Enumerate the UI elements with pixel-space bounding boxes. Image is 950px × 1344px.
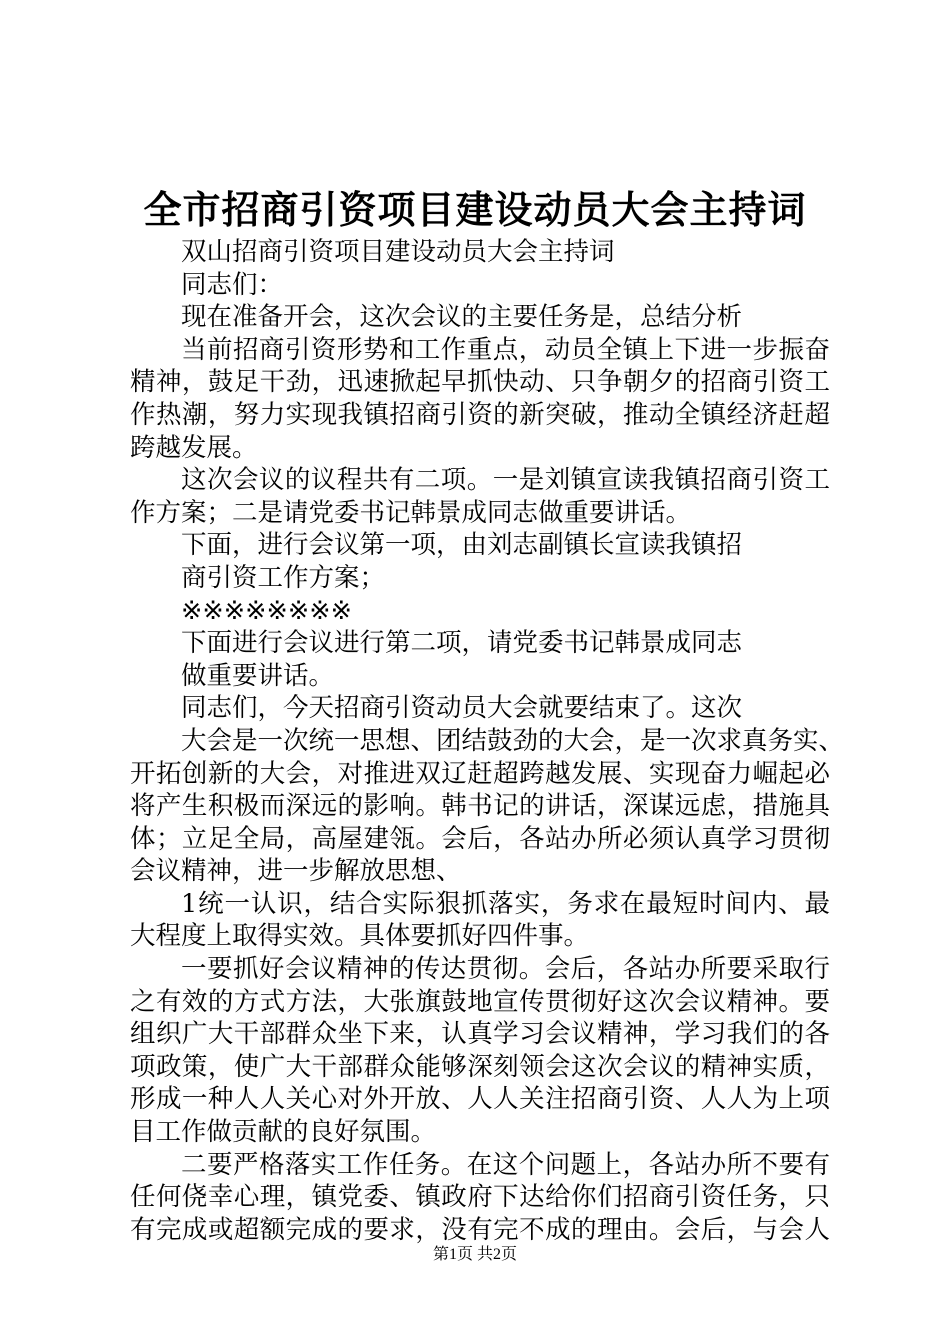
text-line: 开拓创新的大会，对推进双辽赶超跨越发展、实现奋力崛起必 bbox=[130, 758, 830, 789]
text-line: 1统一认识，结合实际狠抓落实，务求在最短时间内、最 bbox=[181, 888, 830, 919]
text-line: 组织广大干部群众坐下来，认真学习会议精神，学习我们的各 bbox=[130, 1019, 830, 1050]
text-line: 二要严格落实工作任务。在这个问题上，各站办所不要有 bbox=[181, 1149, 830, 1180]
text-line: 大程度上取得实效。具体要抓好四件事。 bbox=[130, 921, 590, 952]
text-line: 将产生积极而深远的影响。韩书记的讲话，深谋远虑，措施具 bbox=[130, 791, 830, 822]
text-line: 体；立足全局，高屋建瓴。会后，各站办所必须认真学习贯彻 bbox=[130, 823, 830, 854]
text-line: 作热潮，努力实现我镇招商引资的新突破，推动全镇经济赶超 bbox=[130, 399, 830, 430]
text-line: 之有效的方式方法，大张旗鼓地宣传贯彻好这次会议精神。要 bbox=[130, 986, 830, 1017]
document-title: 全市招商引资项目建设动员大会主持词 bbox=[143, 187, 807, 232]
text-line: 商引资工作方案； bbox=[181, 562, 386, 593]
text-line: 目工作做贡献的良好氛围。 bbox=[130, 1117, 437, 1148]
text-line: 做重要讲话。 bbox=[181, 660, 335, 691]
text-line: 同志们，今天招商引资动员大会就要结束了。这次 bbox=[181, 693, 743, 724]
text-line: 现在准备开会，这次会议的主要任务是，总结分析 bbox=[181, 302, 743, 333]
text-line: 同志们： bbox=[181, 269, 284, 300]
text-line: 任何侥幸心理，镇党委、镇政府下达给你们招商引资任务，只 bbox=[130, 1182, 830, 1213]
text-line: 下面，进行会议第一项，由刘志副镇长宣读我镇招 bbox=[181, 530, 743, 561]
text-line: 这次会议的议程共有二项。一是刘镇宣读我镇招商引资工 bbox=[181, 465, 830, 496]
text-line: 精神，鼓足干劲，迅速掀起早抓快动、只争朝夕的招商引资工 bbox=[130, 367, 830, 398]
text-line: 有完成或超额完成的要求，没有完不成的理由。会后，与会人 bbox=[130, 1214, 830, 1245]
text-line: 大会是一次统一思想、团结鼓劲的大会，是一次求真务实、 bbox=[181, 725, 845, 756]
text-line: 形成一种人人关心对外开放、人人关注招商引资、人人为上项 bbox=[130, 1084, 830, 1115]
text-line: 下面进行会议进行第二项，请党委书记韩景成同志 bbox=[181, 628, 743, 659]
subtitle-line: 双山招商引资项目建设动员大会主持词 bbox=[181, 237, 615, 267]
text-line: 跨越发展。 bbox=[130, 432, 258, 463]
text-line: 会议精神，进一步解放思想、 bbox=[130, 856, 462, 887]
page-footer: 第1页 共2页 bbox=[432, 1246, 517, 1263]
text-line: 项政策，使广大干部群众能够深刻领会这次会议的精神实质， bbox=[130, 1051, 830, 1082]
text-line: 作方案；二是请党委书记韩景成同志做重要讲话。 bbox=[130, 497, 692, 528]
text-line: 一要抓好会议精神的传达贯彻。会后，各站办所要采取行 bbox=[181, 954, 830, 985]
text-line: 当前招商引资形势和工作重点，动员全镇上下进一步振奋 bbox=[181, 334, 830, 365]
separator-line: ※※※※※※※※ bbox=[181, 595, 352, 626]
document-body bbox=[130, 236, 845, 1246]
